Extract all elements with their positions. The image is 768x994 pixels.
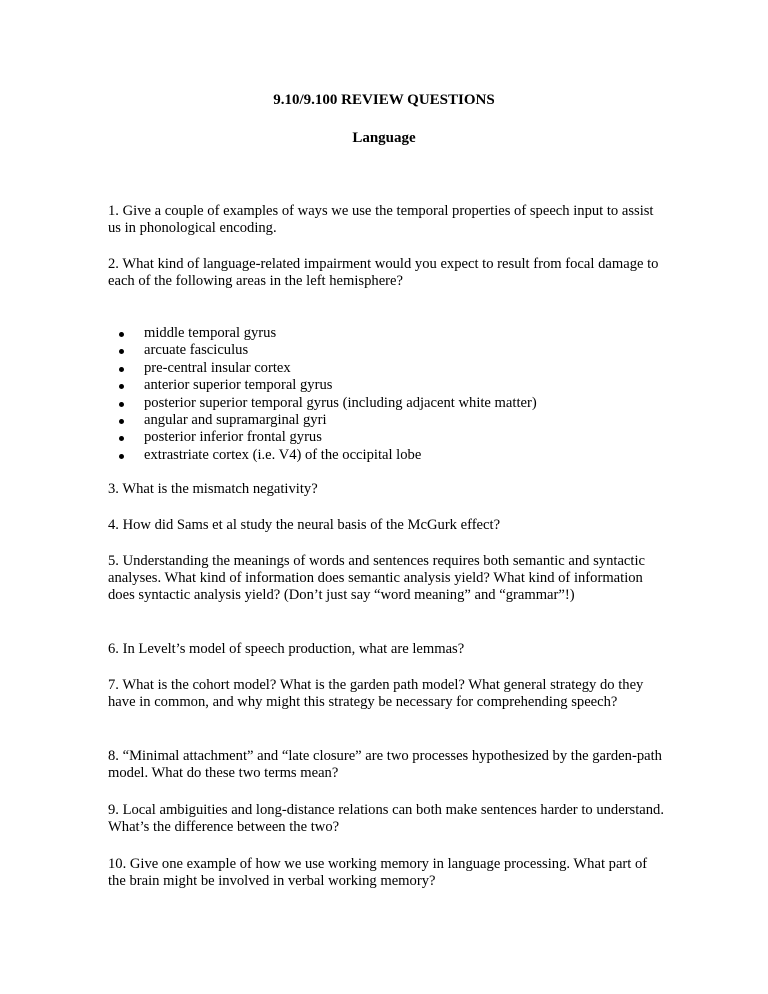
bullet-icon [119,367,124,372]
list-item: angular and supramarginal gyri [108,412,668,429]
question-10: 10. Give one example of how we use working memory in language processing. What part of the brain might be involved in verbal working memory? [108,856,648,889]
bullet-icon [119,454,124,459]
question-3: 3. What is the mismatch negativity? [108,481,318,497]
question-4: 4. How did Sams et al study the neural basis of the McGurk effect? [108,517,501,533]
question-6: 6. In Levelt’s model of speech production, what are lemmas? [108,641,465,657]
question-7: 7. What is the cohort model? What is the garden path model? What general strategy do they have in common, and why might this strategy be necessary for comprehending speech? [108,677,644,710]
question-9: 9. Local ambiguities and long-distance relations can both make sentences harder to understand. What’s the difference between the two? [108,802,665,835]
question-8: 8. “Minimal attachment” and “late closure” are two processes hypothesized by the garden-path model. What do these two terms mean? [108,748,662,781]
bullet-icon [119,402,124,407]
question-5: 5. Understanding the meanings of words and sentences requires both semantic and syntactic analyses. What kind of information does semantic analysis yield? What kind of information does syntactic analysis yield? (Don’t just say “word meaning” and “grammar”!) [108,553,645,603]
list-item: extrastriate cortex (i.e. V4) of the occipital lobe [108,447,668,464]
list-item: posterior superior temporal gyrus (including adjacent white matter) [108,395,668,412]
list-item: anterior superior temporal gyrus [108,377,668,394]
document-title: 9.10/9.100 REVIEW QUESTIONS [273,92,495,108]
list-item: middle temporal gyrus [108,325,668,342]
brain-areas-list [108,325,668,464]
bullet-icon [119,419,124,424]
list-item: posterior inferior frontal gyrus [108,429,668,446]
question-1: 1. Give a couple of examples of ways we use the temporal properties of speech input to assist us in phonological encoding. [108,203,654,236]
bullet-icon [119,384,124,389]
bullet-icon [119,332,124,337]
bullet-icon [119,349,124,354]
document-subtitle: Language [352,130,416,146]
list-item: pre-central insular cortex [108,360,668,377]
question-2: 2. What kind of language-related impairment would you expect to result from focal damage to each of the following areas in the left hemisphere? [108,256,659,289]
bullet-icon [119,436,124,441]
list-item: arcuate fasciculus [108,342,668,359]
